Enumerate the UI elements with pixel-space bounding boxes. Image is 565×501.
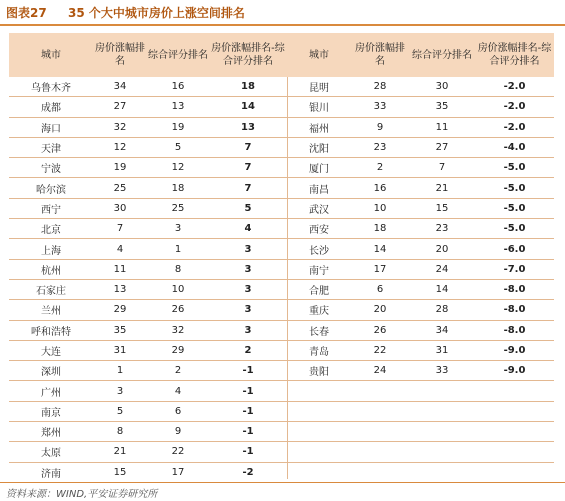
- left-table-body: [9, 77, 287, 482]
- score-rank-cell: 9: [147, 422, 209, 442]
- table-row: [287, 117, 554, 137]
- city-cell: 武汉: [287, 198, 351, 218]
- price-rank-cell: 5: [93, 401, 147, 421]
- city-cell: 长沙: [287, 239, 351, 259]
- diff-cell: -2.0: [475, 97, 554, 117]
- price-rank-cell: [351, 401, 409, 421]
- diff-cell: 4: [209, 219, 287, 239]
- score-rank-cell: 15: [409, 198, 475, 218]
- table-row: [9, 462, 287, 482]
- score-rank-cell: 20: [409, 239, 475, 259]
- city-cell: 杭州: [9, 259, 93, 279]
- city-cell: 贵阳: [287, 361, 351, 381]
- city-cell: 济南: [9, 462, 93, 482]
- diff-cell: -2: [209, 462, 287, 482]
- table-row: [9, 422, 287, 442]
- city-cell: 南宁: [287, 259, 351, 279]
- score-rank-cell: 25: [147, 198, 209, 218]
- city-cell: [287, 442, 351, 462]
- price-rank-cell: 18: [351, 219, 409, 239]
- price-rank-cell: 10: [351, 198, 409, 218]
- score-rank-cell: 29: [147, 340, 209, 360]
- score-rank-cell: 1: [147, 239, 209, 259]
- city-cell: 乌鲁木齐: [9, 77, 93, 97]
- score-rank-cell: 13: [147, 97, 209, 117]
- city-cell: 合肥: [287, 279, 351, 299]
- table-row: [9, 300, 287, 320]
- city-cell: 广州: [9, 381, 93, 401]
- diff-cell: [475, 381, 554, 401]
- diff-cell: 7: [209, 137, 287, 157]
- table-row: [9, 442, 287, 462]
- score-rank-cell: 14: [409, 279, 475, 299]
- diff-cell: [475, 442, 554, 462]
- table-row: [9, 320, 287, 340]
- diff-cell: -1: [209, 442, 287, 462]
- score-rank-cell: 12: [147, 158, 209, 178]
- diff-cell: 5: [209, 198, 287, 218]
- price-rank-cell: 14: [351, 239, 409, 259]
- city-cell: 福州: [287, 117, 351, 137]
- diff-cell: -9.0: [475, 361, 554, 381]
- header-city: 城市: [287, 33, 351, 77]
- city-cell: 长春: [287, 320, 351, 340]
- city-cell: 哈尔滨: [9, 178, 93, 198]
- table-row: [9, 239, 287, 259]
- score-rank-cell: 21: [409, 178, 475, 198]
- empty-row: [287, 442, 554, 462]
- score-rank-cell: 26: [147, 300, 209, 320]
- price-rank-cell: 4: [93, 239, 147, 259]
- price-rank-cell: 1: [93, 361, 147, 381]
- price-rank-cell: [351, 381, 409, 401]
- city-cell: 西安: [287, 219, 351, 239]
- price-rank-cell: 9: [351, 117, 409, 137]
- diff-cell: -7.0: [475, 259, 554, 279]
- score-rank-cell: 7: [409, 158, 475, 178]
- diff-cell: -1: [209, 381, 287, 401]
- city-cell: 兰州: [9, 300, 93, 320]
- score-rank-cell: 31: [409, 340, 475, 360]
- left-ranking-table: [9, 33, 287, 483]
- price-rank-cell: 17: [351, 259, 409, 279]
- price-rank-cell: 6: [351, 279, 409, 299]
- city-cell: 北京: [9, 219, 93, 239]
- price-rank-cell: 15: [93, 462, 147, 482]
- table-row: [9, 158, 287, 178]
- price-rank-cell: 7: [93, 219, 147, 239]
- table-row: [9, 361, 287, 381]
- score-rank-cell: 10: [147, 279, 209, 299]
- score-rank-cell: [409, 462, 475, 482]
- diff-cell: 14: [209, 97, 287, 117]
- diff-cell: -9.0: [475, 340, 554, 360]
- price-rank-cell: 25: [93, 178, 147, 198]
- table-row: [9, 279, 287, 299]
- diff-cell: -8.0: [475, 320, 554, 340]
- diff-cell: 2: [209, 340, 287, 360]
- score-rank-cell: 19: [147, 117, 209, 137]
- price-rank-cell: 33: [351, 97, 409, 117]
- price-rank-cell: 35: [93, 320, 147, 340]
- score-rank-cell: 2: [147, 361, 209, 381]
- city-cell: 深圳: [9, 361, 93, 381]
- table-row: [9, 97, 287, 117]
- diff-cell: -5.0: [475, 178, 554, 198]
- table-row: [9, 381, 287, 401]
- diff-cell: -8.0: [475, 300, 554, 320]
- diff-cell: 7: [209, 158, 287, 178]
- table-row: [287, 320, 554, 340]
- score-rank-cell: [409, 401, 475, 421]
- city-cell: 上海: [9, 239, 93, 259]
- score-rank-cell: 30: [409, 77, 475, 97]
- price-rank-cell: 20: [351, 300, 409, 320]
- diff-cell: -6.0: [475, 239, 554, 259]
- city-cell: 石家庄: [9, 279, 93, 299]
- table-row: [9, 77, 287, 97]
- header-price-rank: 房价涨幅排名: [351, 33, 409, 77]
- table-row: [287, 137, 554, 157]
- diff-cell: -2.0: [475, 117, 554, 137]
- price-rank-cell: 26: [351, 320, 409, 340]
- diff-cell: [475, 401, 554, 421]
- diff-cell: -4.0: [475, 137, 554, 157]
- score-rank-cell: 24: [409, 259, 475, 279]
- city-cell: 昆明: [287, 77, 351, 97]
- empty-row: [287, 422, 554, 442]
- diff-cell: 3: [209, 239, 287, 259]
- table-row: [287, 219, 554, 239]
- diff-cell: 7: [209, 178, 287, 198]
- table-row: [9, 137, 287, 157]
- diff-cell: 3: [209, 259, 287, 279]
- city-cell: 青岛: [287, 340, 351, 360]
- figure-title: 35 个大中城市房价上涨空间排名: [68, 6, 245, 20]
- city-cell: 厦门: [287, 158, 351, 178]
- header-score-rank: 综合评分排名: [409, 33, 475, 77]
- city-cell: 重庆: [287, 300, 351, 320]
- table-row: [287, 97, 554, 117]
- table-row: [9, 340, 287, 360]
- score-rank-cell: [409, 422, 475, 442]
- score-rank-cell: 4: [147, 381, 209, 401]
- city-cell: 太原: [9, 442, 93, 462]
- source-note: 资料来源：WIND,平安证券研究所: [6, 489, 158, 500]
- score-rank-cell: [409, 442, 475, 462]
- price-rank-cell: 23: [351, 137, 409, 157]
- diff-cell: 3: [209, 300, 287, 320]
- price-rank-cell: 13: [93, 279, 147, 299]
- table-row: [287, 279, 554, 299]
- price-rank-cell: 34: [93, 77, 147, 97]
- diff-cell: -2.0: [475, 77, 554, 97]
- footer-rule: [0, 482, 565, 483]
- diff-cell: 13: [209, 117, 287, 137]
- empty-row: [287, 381, 554, 401]
- empty-row: [287, 462, 554, 482]
- score-rank-cell: 5: [147, 137, 209, 157]
- title-rule: [0, 24, 565, 26]
- header-diff: 房价涨幅排名-综合评分排名: [209, 33, 287, 77]
- header-score-rank: 综合评分排名: [147, 33, 209, 77]
- table-row: [9, 178, 287, 198]
- table-row: [287, 198, 554, 218]
- diff-cell: -5.0: [475, 158, 554, 178]
- score-rank-cell: 27: [409, 137, 475, 157]
- figure-tag: 图表27: [6, 6, 47, 20]
- table-row: [287, 77, 554, 97]
- table-header-row: [287, 33, 554, 77]
- city-cell: 成都: [9, 97, 93, 117]
- price-rank-cell: 24: [351, 361, 409, 381]
- price-rank-cell: 11: [93, 259, 147, 279]
- city-cell: [287, 462, 351, 482]
- city-cell: 郑州: [9, 422, 93, 442]
- diff-cell: 18: [209, 77, 287, 97]
- city-cell: [287, 381, 351, 401]
- header-price-rank: 房价涨幅排名: [93, 33, 147, 77]
- city-cell: 大连: [9, 340, 93, 360]
- score-rank-cell: 22: [147, 442, 209, 462]
- diff-cell: -1: [209, 401, 287, 421]
- table-row: [287, 340, 554, 360]
- table-row: [9, 401, 287, 421]
- score-rank-cell: 35: [409, 97, 475, 117]
- diff-cell: 3: [209, 320, 287, 340]
- table-row: [9, 198, 287, 218]
- right-ranking-table: [287, 33, 554, 483]
- price-rank-cell: 29: [93, 300, 147, 320]
- diff-cell: [475, 422, 554, 442]
- price-rank-cell: [351, 422, 409, 442]
- price-rank-cell: 27: [93, 97, 147, 117]
- table-row: [287, 178, 554, 198]
- city-cell: 沈阳: [287, 137, 351, 157]
- price-rank-cell: 31: [93, 340, 147, 360]
- table-row: [287, 300, 554, 320]
- price-rank-cell: 16: [351, 178, 409, 198]
- price-rank-cell: 2: [351, 158, 409, 178]
- city-cell: [287, 401, 351, 421]
- diff-cell: -1: [209, 361, 287, 381]
- score-rank-cell: 11: [409, 117, 475, 137]
- price-rank-cell: 12: [93, 137, 147, 157]
- table-row: [9, 117, 287, 137]
- price-rank-cell: 3: [93, 381, 147, 401]
- score-rank-cell: 32: [147, 320, 209, 340]
- diff-cell: -1: [209, 422, 287, 442]
- city-cell: 呼和浩特: [9, 320, 93, 340]
- score-rank-cell: 23: [409, 219, 475, 239]
- city-cell: 南昌: [287, 178, 351, 198]
- price-rank-cell: 28: [351, 77, 409, 97]
- header-city: 城市: [9, 33, 93, 77]
- diff-cell: -5.0: [475, 198, 554, 218]
- city-cell: 天津: [9, 137, 93, 157]
- score-rank-cell: 8: [147, 259, 209, 279]
- header-diff: 房价涨幅排名-综合评分排名: [475, 33, 554, 77]
- table-row: [287, 158, 554, 178]
- score-rank-cell: 34: [409, 320, 475, 340]
- score-rank-cell: 18: [147, 178, 209, 198]
- city-cell: 南京: [9, 401, 93, 421]
- price-rank-cell: 22: [351, 340, 409, 360]
- city-cell: 宁波: [9, 158, 93, 178]
- price-rank-cell: 19: [93, 158, 147, 178]
- city-cell: [287, 422, 351, 442]
- price-rank-cell: 8: [93, 422, 147, 442]
- city-cell: 银川: [287, 97, 351, 117]
- diff-cell: [475, 462, 554, 482]
- price-rank-cell: [351, 462, 409, 482]
- city-cell: 西宁: [9, 198, 93, 218]
- right-table-body: [287, 77, 554, 482]
- price-rank-cell: 32: [93, 117, 147, 137]
- table-row: [287, 259, 554, 279]
- score-rank-cell: 6: [147, 401, 209, 421]
- price-rank-cell: 30: [93, 198, 147, 218]
- price-rank-cell: [351, 442, 409, 462]
- price-rank-cell: 21: [93, 442, 147, 462]
- table-header-row: [9, 33, 287, 77]
- score-rank-cell: 28: [409, 300, 475, 320]
- score-rank-cell: 3: [147, 219, 209, 239]
- table-row: [287, 239, 554, 259]
- score-rank-cell: 17: [147, 462, 209, 482]
- score-rank-cell: 33: [409, 361, 475, 381]
- table-row: [9, 219, 287, 239]
- diff-cell: -8.0: [475, 279, 554, 299]
- figure-title-bar: [0, 0, 565, 24]
- score-rank-cell: 16: [147, 77, 209, 97]
- table-row: [9, 259, 287, 279]
- diff-cell: 3: [209, 279, 287, 299]
- city-cell: 海口: [9, 117, 93, 137]
- score-rank-cell: [409, 381, 475, 401]
- empty-row: [287, 401, 554, 421]
- diff-cell: -5.0: [475, 219, 554, 239]
- table-row: [287, 361, 554, 381]
